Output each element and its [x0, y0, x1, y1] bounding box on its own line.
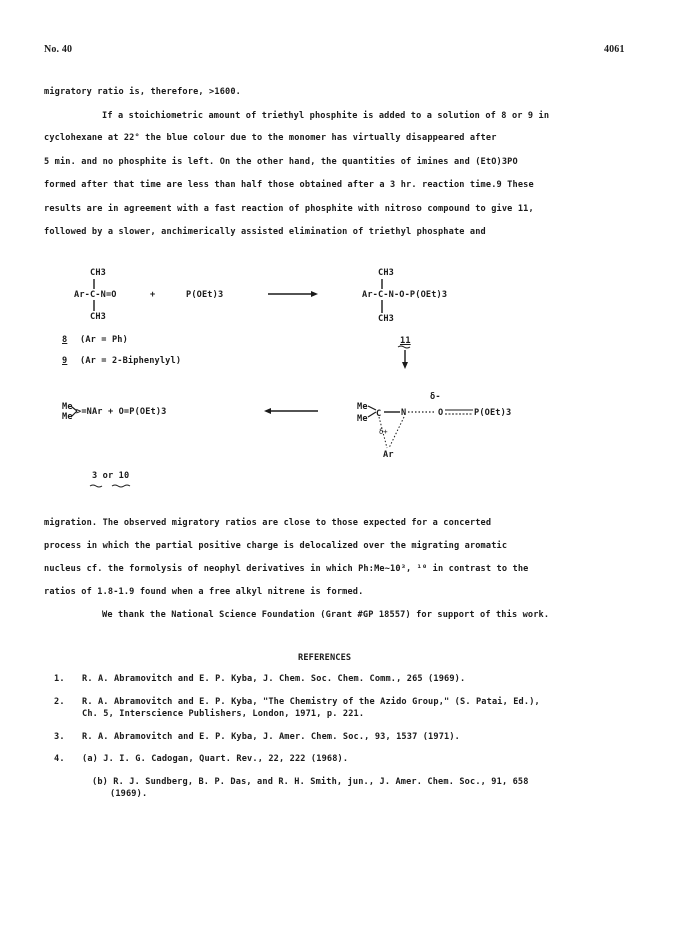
ts-methyl-1: Me	[357, 402, 368, 412]
reference-number: 1.	[54, 674, 65, 684]
reactant-formula: Ar-C-N=O	[74, 290, 117, 300]
ts-oxygen: O	[438, 408, 444, 418]
bond-line	[72, 407, 77, 411]
reactant-methyl-bottom: CH3	[90, 312, 106, 322]
bond-line	[72, 411, 77, 416]
paragraph-line: 5 min. and no phosphite is left. On the other hand, the quantities of imines and (EtO)3PO	[44, 157, 518, 167]
product-formula: Ar-C-N-O-P(OEt)3	[362, 290, 448, 300]
ts-delta-minus: δ-	[430, 392, 441, 402]
paragraph-line: results are in agreement with a fast reaction of phosphite with nitroso compound to give 11,	[44, 204, 534, 214]
reference-text-continued: (1969).	[110, 789, 148, 799]
reference-text-continued: Ch. 5, Interscience Publishers, London, 1971, p. 221.	[82, 709, 365, 719]
ts-delta-plus: δ+	[379, 428, 388, 436]
body-line: migratory ratio is, therefore, >1600.	[44, 87, 241, 97]
body-line: migration. The observed migratory ratios are close to those expected for a concerted	[44, 518, 492, 528]
body-line: nucleus cf. the formolysis of neophyl derivatives in which Ph:Me~10³, ¹⁰ in contrast to the	[44, 564, 529, 574]
final-methyl-2: Me	[62, 412, 73, 422]
body-line: process in which the partial positive charge is delocalized over the migrating aromatic	[44, 541, 508, 551]
plus-sign: +	[150, 290, 156, 300]
page-number: 4061	[604, 44, 625, 55]
label-underline-mark	[112, 485, 130, 487]
compound-label-3-or-10: 3 or 10	[92, 471, 130, 481]
issue-number: No. 40	[44, 44, 73, 55]
reference-text: R. A. Abramovitch and E. P. Kyba, J. Chem. Soc. Chem. Comm., 265 (1969).	[82, 674, 466, 684]
ts-methyl-2: Me	[357, 414, 368, 424]
ts-carbon-glyph: C	[376, 409, 382, 419]
paragraph-line: formed after that time are less than half those obtained after a 3 hr. reaction time.9 These	[44, 180, 534, 190]
bond-line	[368, 412, 376, 417]
label-underline-mark	[398, 346, 410, 348]
arrow-head	[264, 408, 271, 414]
bond-line	[368, 406, 376, 410]
reference-number: 3.	[54, 732, 65, 742]
partial-bond-line	[379, 417, 387, 448]
reference-text: (a) J. I. G. Cadogan, Quart. Rev., 22, 222 (1968).	[82, 754, 349, 764]
paragraph-line: followed by a slower, anchimerically assisted elimination of triethyl phosphate and	[44, 227, 486, 237]
body-line: ratios of 1.8-1.9 found when a free alkyl nitrene is formed.	[44, 587, 364, 597]
acknowledgement: We thank the National Science Foundation (Grant #GP 18557) for support of this work.	[102, 610, 550, 620]
ts-nitrogen: N	[401, 408, 407, 418]
product-methyl-top: CH3	[378, 268, 394, 278]
compound-label-8: 8	[62, 335, 68, 345]
ts-aryl: Ar	[383, 450, 394, 460]
compound-9-definition: (Ar = 2-Biphenylyl)	[80, 356, 182, 366]
arrow-head	[311, 291, 318, 297]
label-underline-mark	[90, 485, 102, 487]
compound-8-definition: (Ar = Ph)	[80, 335, 128, 345]
reference-text: R. A. Abramovitch and E. P. Kyba, "The Chemistry of the Azido Group," (S. Patai, Ed.),	[82, 697, 540, 707]
ts-phosphorus-group: P(OEt)3	[474, 408, 512, 418]
arrow-head	[402, 362, 408, 369]
final-products-formula: >=NAr + O=P(OEt)3	[76, 407, 167, 417]
reference-number: 2.	[54, 697, 65, 707]
compound-label-9: 9	[62, 356, 68, 366]
partial-bond-line	[389, 417, 404, 448]
compound-label-11: 11	[400, 336, 411, 346]
reference-text: (b) R. J. Sundberg, B. P. Das, and R. H. Smith, jun., J. Amer. Chem. Soc., 91, 658	[92, 777, 529, 787]
paragraph-line: cyclohexane at 22° the blue colour due to the monomer has virtually disappeared after	[44, 133, 497, 143]
reagent-formula: P(OEt)3	[186, 290, 224, 300]
final-methyl-1: Me	[62, 402, 73, 412]
paragraph-line: If a stoichiometric amount of triethyl phosphite is added to a solution of 8 or 9 in	[102, 111, 550, 121]
reference-text: R. A. Abramovitch and E. P. Kyba, J. Amer. Chem. Soc., 93, 1537 (1971).	[82, 732, 460, 742]
references-heading: REFERENCES	[298, 653, 352, 663]
reference-number: 4.	[54, 754, 65, 764]
product-methyl-bottom: CH3	[378, 314, 394, 324]
reactant-methyl-top: CH3	[90, 268, 106, 278]
